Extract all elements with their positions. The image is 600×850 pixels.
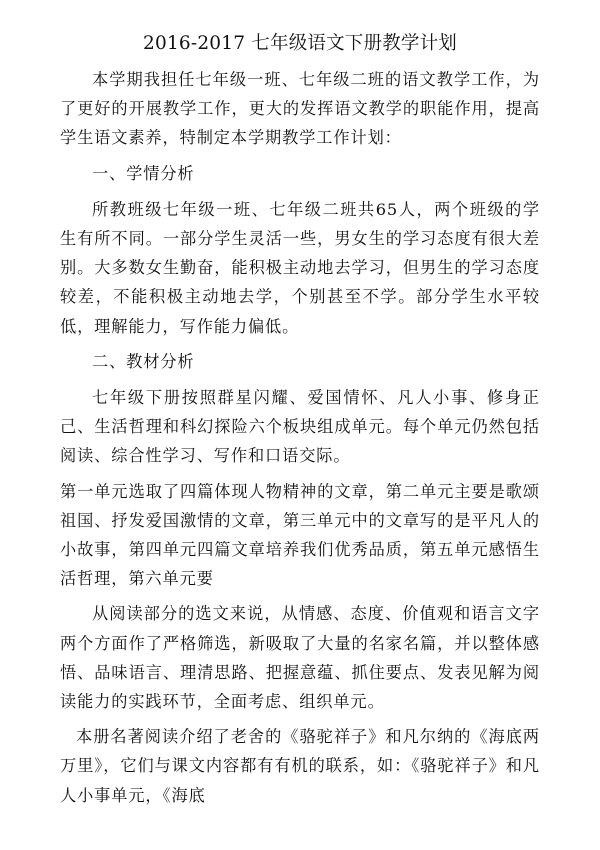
classics-reading-paragraph: 本册名著阅读介绍了老舍的《骆驼祥子》和凡尔纳的《海底两万里》，它们与课文内容都有有机的联系，如：《骆驼祥子》和凡人小事单元，《海底 <box>60 727 540 805</box>
textbook-units-paragraph: 七年级下册按照群星闪耀、爱国情怀、凡人小事、修身正己、生活哲理和科幻探险六个板块组成单元。每个单元仍然包括阅读、综合性学习、写作和口语交际。 <box>60 388 540 466</box>
reading-selection-paragraph: 从阅读部分的选文来说，从情感、态度、价值观和语言文字两个方面作了严格筛选，新吸取了大量的名家名篇，并以整体感悟、品味语言、理清思路、把握意蕴、抓住要点、发表见解为阅读能力的实践环节，全面考虑、组织单元。 <box>60 604 540 712</box>
document-body <box>60 65 540 810</box>
learning-analysis-paragraph: 所教班级七年级一班、七年级二班共65人，两个班级的学生有所不同。一部分学生灵活一些，男女生的学习态度有很大差别。大多数女生勤奋，能积极主动地去学习，但男生的学习态度较差，不能积极主动地去学，个别甚至不学。部分学生水平较低，理解能力，写作能力偏低。 <box>60 199 540 336</box>
section-heading-textbook-analysis: 二、教材分析 <box>92 351 195 371</box>
section-heading-learning-analysis: 一、学情分析 <box>92 163 195 183</box>
intro-paragraph: 本学期我担任七年级一班、七年级二班的语文教学工作，为了更好的开展教学工作，更大的发挥语文教学的职能作用，提高学生语文素养，特制定本学期教学工作计划： <box>60 70 540 148</box>
document-title: 2016-2017 七年级语文下册教学计划 <box>143 33 457 54</box>
unit-description-paragraph: 第一单元选取了四篇体现人物精神的文章，第二单元主要是歌颂祖国、抒发爱国激情的文章，第三单元中的文章写的是平凡人的小故事，第四单元四篇文章培养我们优秀品质，第五单元感悟生活哲理，第六单元要 <box>60 481 540 589</box>
